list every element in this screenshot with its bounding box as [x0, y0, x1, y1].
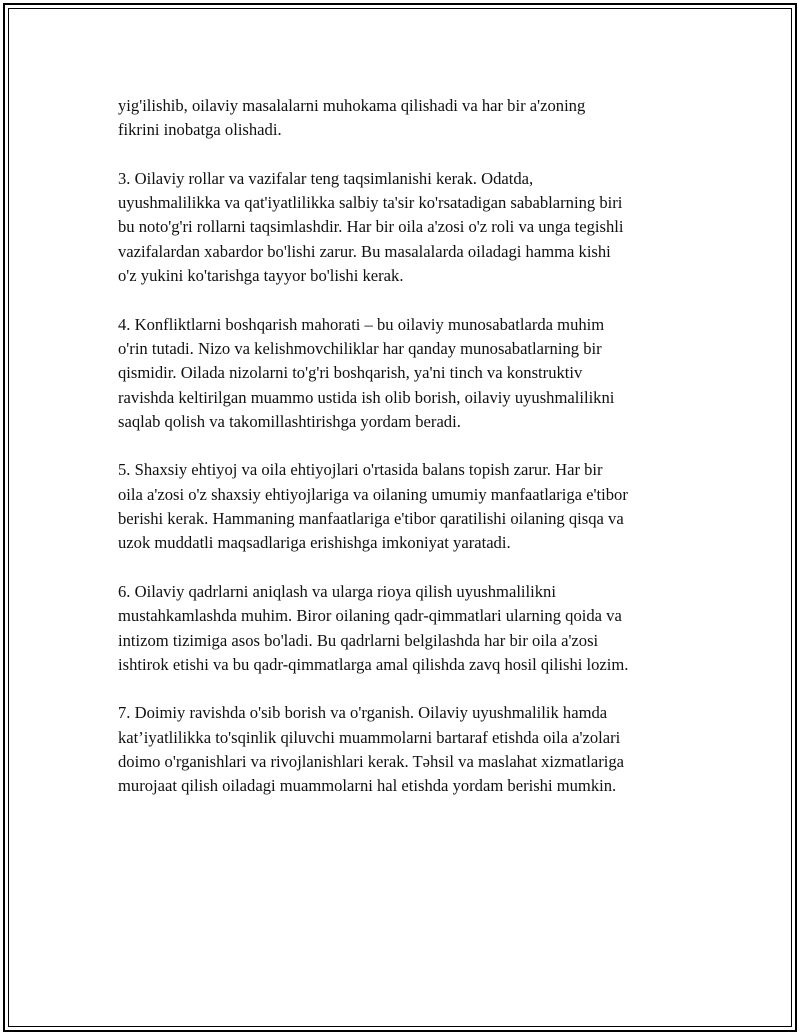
text-line: yig'ilishib, oilaviy masalalarni muhokama qilishadi va har bir a'zoning	[118, 96, 586, 115]
text-line: mustahkamlashda muhim. Biror oilaning qadr-qimmatlari ularning qoida va	[118, 606, 622, 626]
paragraph-6-family-values	[118, 580, 698, 677]
text-line: 6. Oilaviy qadrlarni aniqlash va ularga rioya qilish uyushmalilikni	[118, 581, 556, 601]
text-line: berishi kerak. Hammaning manfaatlariga e'tibor qaratilishi oilaning qisqa va	[118, 509, 624, 529]
text-line: ravishda keltirilgan muammo ustida ish olib borish, oilaviy uyushmalilikni	[118, 387, 615, 407]
paragraph-5-needs-balance	[118, 458, 698, 555]
text-line: uzok muddatli maqsadlariga erishishga imkoniyat yaratadi.	[118, 533, 511, 553]
text-line: bu noto'g'ri rollarni taqsimlashdir. Har bir oila a'zosi o'z roli va unga tegishli	[118, 217, 624, 237]
text-line: o'z yukini ko'tarishga tayyor bo'lishi kerak.	[118, 266, 404, 286]
text-line: ishtirok etishi va bu qadr-qimmatlarga amal qilishda zavq hosil qilishi lozim.	[118, 654, 629, 674]
text-line: saqlab qolish va takomillashtirishga yordam beradi.	[118, 411, 461, 431]
text-line: murojaat qilish oiladagi muammolarni hal etishda yordam berishi mumkin.	[118, 776, 617, 796]
text-line: 7. Doimiy ravishda o'sib borish va o'rganish. Oilaviy uyushmalilik hamda	[118, 703, 608, 723]
text-line: doimo o'rganishlari va rivojlanishlari kerak. Təhsil va maslahat xizmatlariga	[118, 752, 625, 772]
paragraph-7-growth-learning	[118, 701, 698, 798]
text-line: uyushmalilikka va qat'iyatlilikka salbiy ta'sir ko'rsatadigan sabablarning biri	[118, 193, 623, 213]
text-line: o'rin tutadi. Nizo va kelishmovchiliklar har qanday munosabatlarning bir	[118, 338, 602, 358]
text-line: 5. Shaxsiy ehtiyoj va oila ehtiyojlari o'rtasida balans topish zarur. Har bir	[118, 460, 603, 480]
text-line: kat’iyatlilikka to'sqinlik qiluvchi muammolarni bartaraf etishda oila a'zolari	[118, 727, 621, 747]
text-line: 4. Konfliktlarni boshqarish mahorati – bu oilaviy munosabatlarda muhim	[118, 314, 605, 334]
paragraph-4-conflict-management	[118, 313, 698, 434]
text-line: vazifalardan xabardor bo'lishi zarur. Bu masalalarda oiladagi hamma kishi	[118, 241, 611, 261]
document-body	[118, 94, 698, 823]
text-line: intizom tizimiga asos bo'ladi. Bu qadrlarni belgilashda har bir oila a'zosi	[118, 630, 599, 650]
text-line: fikrini inobatga olishadi.	[118, 120, 282, 140]
text-line: oila a'zosi o'z shaxsiy ehtiyojlariga va oilaning umumiy manfaatlariga e'tibor	[118, 484, 628, 504]
paragraph-continuation	[118, 94, 698, 143]
paragraph-3-family-roles	[118, 167, 698, 288]
text-line: 3. Oilaviy rollar va vazifalar teng taqsimlanishi kerak. Odatda,	[118, 168, 534, 188]
text-line: qismidir. Oilada nizolarni to'g'ri boshqarish, ya'ni tinch va konstruktiv	[118, 363, 583, 383]
